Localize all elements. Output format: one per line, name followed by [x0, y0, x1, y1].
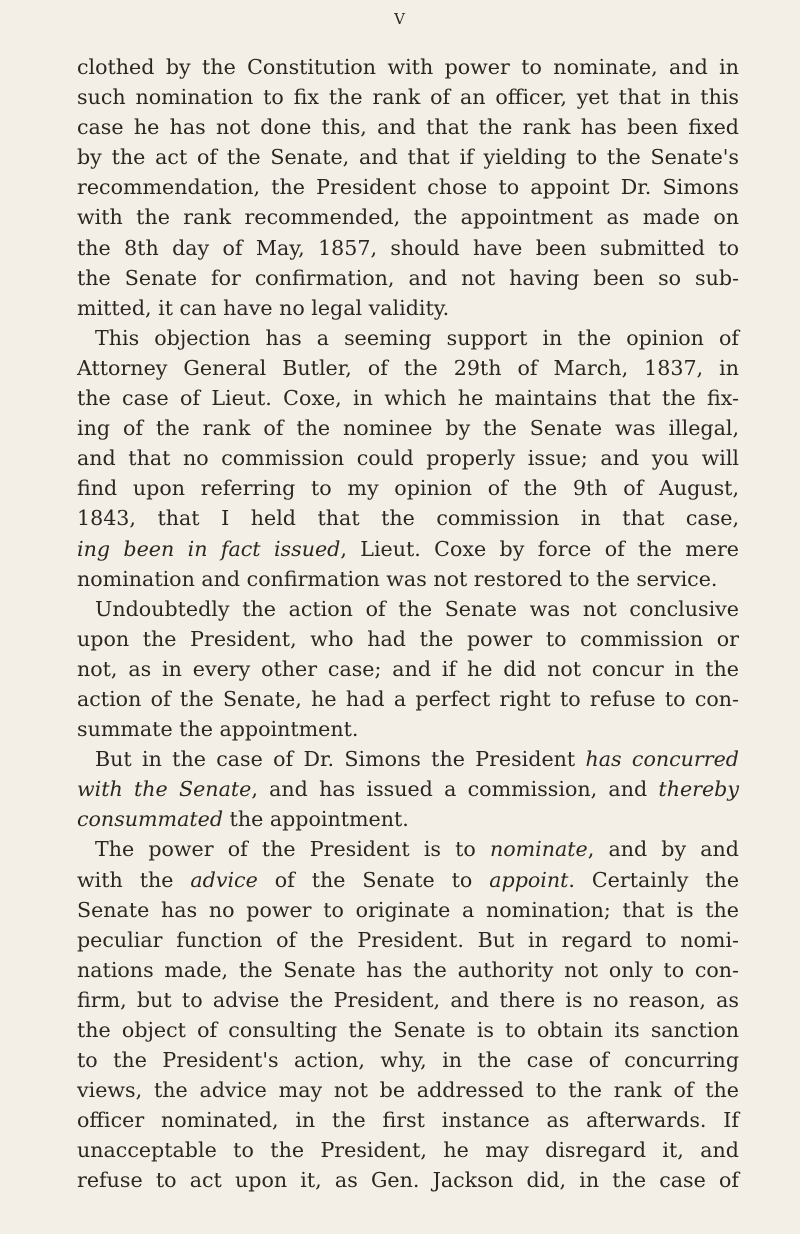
text-line [77, 503, 739, 533]
italic-phrase: ing been in fact issued [77, 536, 341, 561]
text-line: Senate has no power to originate a nomination; that is the [77, 897, 739, 922]
text-line: recommendation, the President chose to appoint Dr. Simons [77, 175, 739, 200]
text-line: clothed by the Constitution with power to nominate, and in [77, 55, 739, 79]
italic-phrase: thereby [658, 777, 739, 802]
text-line: nations made, the Senate has the authority not only to con- [77, 957, 739, 982]
text-line: such nomination to fix the rank of an officer, yet that in this [77, 85, 739, 110]
text-line: peculiar function of the President. But in regard to nomi- [77, 927, 739, 952]
text-line: views, the advice may not be addressed to the rank of the [77, 1078, 739, 1103]
text-line: and that no commission could properly issue; and you will [77, 446, 739, 471]
text-segment: . Certainly the [568, 867, 740, 892]
body-text [77, 52, 739, 1196]
italic-phrase: with the Senate [77, 777, 252, 802]
italic-phrase: has concurred [585, 747, 739, 772]
text-segment: , and by and [587, 837, 739, 862]
text-line: This objection has a seeming support in the opinion of [95, 325, 739, 350]
text-line: nomination and confirmation was not restored to the service. [77, 566, 718, 591]
text-line: with the rank recommended, the appointment as made on [77, 205, 739, 230]
text-line: firm, but to advise the President, and there is no reason, as [77, 987, 739, 1012]
text-line: action of the Senate, he had a perfect right to refuse to con- [77, 686, 739, 711]
text-line: Undoubtedly the action of the Senate was not conclusive [95, 596, 739, 621]
text-line [77, 744, 739, 774]
text-segment: , Lieut. Coxe by force of the mere [340, 536, 739, 561]
text-line: find upon referring to my opinion of the 9th of August, [77, 476, 739, 501]
text-line: refuse to act upon it, as Gen. Jackson did, in the case of [77, 1168, 739, 1193]
text-line: Attorney General Butler, of the 29th of March, 1837, in [77, 355, 739, 380]
italic-phrase: advice [190, 867, 258, 892]
text-line [77, 534, 739, 564]
text-line: by the act of the Senate, and that if yielding to the Senate's [77, 145, 739, 170]
text-line: not, as in every other case; and if he did not concur in the [77, 656, 739, 681]
text-line: case he has not done this, and that the rank has been fixed [77, 115, 739, 140]
text-line: officer nominated, in the first instance as afterwards. If [77, 1108, 739, 1133]
text-line: the case of Lieut. Coxe, in which he maintains that the fix- [77, 386, 739, 411]
text-line [77, 865, 739, 895]
signature-mark: V [394, 10, 406, 28]
text-line: the 8th day of May, 1857, should have been submitted to [77, 235, 739, 260]
text-line: unacceptable to the President, he may disregard it, and [77, 1138, 739, 1163]
text-line: the Senate for confirmation, and not having been so sub- [77, 265, 739, 290]
text-segment: But in the case of Dr. Simons the President [95, 747, 586, 772]
text-line: mitted, it can have no legal validity. [77, 295, 450, 320]
text-segment: The power of the President is to [95, 837, 490, 862]
italic-phrase: consummated [77, 807, 224, 832]
text-segment: 1843, that I held that the commission in that case, [77, 506, 739, 531]
text-line: ing of the rank of the nominee by the Senate was illegal, [77, 416, 739, 441]
text-line [77, 774, 739, 804]
text-segment: , and has issued a commission, and [251, 777, 659, 802]
text-segment: the appointment. [223, 807, 409, 832]
text-line: upon the President, who had the power to commission or [77, 626, 739, 651]
italic-phrase: appoint [489, 867, 569, 892]
text-line: to the President's action, why, in the case of concurring [77, 1048, 739, 1073]
text-line: the object of consulting the Senate is to obtain its sanction [77, 1018, 739, 1042]
text-line [77, 834, 739, 864]
text-line: summate the appointment. [77, 717, 359, 742]
text-segment: of the Senate to [257, 867, 490, 892]
text-line [77, 804, 739, 834]
text-segment: with the [77, 867, 191, 892]
italic-phrase: nominate [489, 837, 588, 862]
